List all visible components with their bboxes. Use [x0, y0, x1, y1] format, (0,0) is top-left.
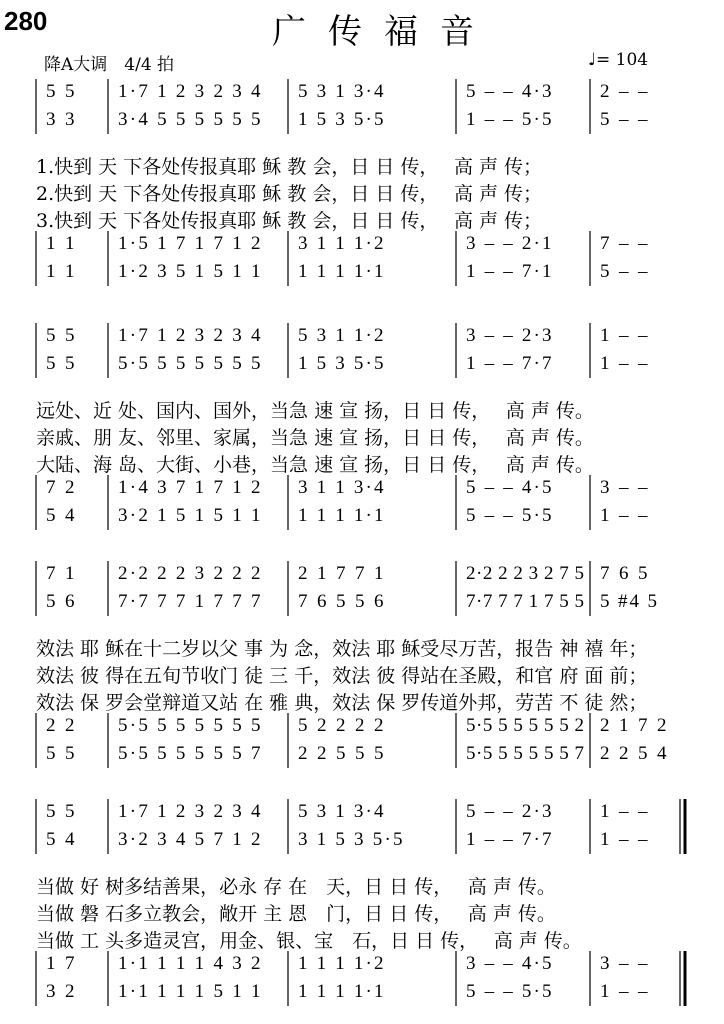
- hymn-number: 280: [4, 6, 48, 36]
- measure-notes: 1 – – 7·7: [466, 829, 552, 850]
- measure-notes: 2 2 5 5 5: [298, 743, 384, 764]
- page-title: 广传福音: [272, 12, 496, 52]
- measure-notes: 2·2 2 2 3 2 7 5: [466, 563, 584, 584]
- measure-notes: 3·2 3 4 5 7 1 2: [118, 829, 261, 850]
- measure-notes: 1·1 1 1 1 4 3 2: [118, 953, 261, 974]
- measure-notes: 3 3: [46, 109, 75, 130]
- measure-notes: 1·4 3 7 1 7 1 2: [118, 477, 261, 498]
- measure-notes: 1 1: [46, 233, 75, 254]
- measure-notes: 1 – –: [600, 801, 648, 822]
- measure-notes: 7 – –: [600, 233, 648, 254]
- lyric-line: 1.快到 天 下各处传报真耶 稣 教 会，日 日 传， 高 声 传；: [36, 156, 543, 178]
- measure-notes: 1·7 1 2 3 2 3 4: [118, 81, 261, 102]
- lyric-line: 当做 工 头多造灵宫，用金、银、宝 石，日 日 传， 高 声 传。: [36, 930, 582, 952]
- measure-notes: 3 1 5 3 5·5: [298, 829, 403, 850]
- measure-notes: 3·2 1 5 1 5 1 1: [118, 505, 261, 526]
- measure-notes: 7 1: [46, 563, 75, 584]
- measure-notes: 7 6 5 5 6: [298, 591, 384, 612]
- measure-notes: 5 4: [46, 505, 75, 526]
- measure-notes: 5 – – 5·5: [466, 505, 552, 526]
- lyric-line: 当做 好 树多结善果，必永 存 在 天，日 日 传， 高 声 传。: [36, 876, 556, 898]
- measure-notes: 1·1 1 1 1 5 1 1: [118, 981, 261, 1002]
- lyric-line: 大陆、海 岛、大街、小巷，当急 速 宣 扬，日 日 传， 高 声 传。: [36, 454, 594, 476]
- measure-notes: 3 – – 2·3: [466, 325, 552, 346]
- measure-notes: 7 6 5: [600, 563, 648, 584]
- measure-notes: 5 – –: [600, 261, 648, 282]
- measure-notes: 5 5: [46, 353, 75, 374]
- measure-notes: 3 – –: [600, 953, 648, 974]
- measure-notes: 5 3 1 3·4: [298, 801, 384, 822]
- measure-notes: 1 – –: [600, 829, 648, 850]
- measure-notes: 3 – –: [600, 477, 648, 498]
- measure-notes: 1 – – 5·5: [466, 109, 552, 130]
- measure-notes: 5 3 1 1·2: [298, 325, 384, 346]
- measure-notes: 1 1: [46, 261, 75, 282]
- measure-notes: 5 6: [46, 591, 75, 612]
- measure-notes: 1 – –: [600, 325, 648, 346]
- measure-notes: 5·5 5 5 5 5 5 2: [466, 715, 584, 736]
- measure-notes: 1 1 1 1·2: [298, 953, 384, 974]
- lyric-line: 远处、近 处、国内、国外，当急 速 宣 扬，日 日 传， 高 声 传。: [36, 400, 594, 422]
- measure-notes: 1 – – 7·1: [466, 261, 552, 282]
- measure-notes: 3 1 1 3·4: [298, 477, 384, 498]
- measure-notes: 3 1 1 1·2: [298, 233, 384, 254]
- measure-notes: 5 – –: [600, 109, 648, 130]
- measure-notes: 2 2: [46, 715, 75, 736]
- lyric-line: 3.快到 天 下各处传报真耶 稣 教 会，日 日 传， 高 声 传；: [36, 210, 543, 232]
- lyric-line: 效法 耶 稣在十二岁以父 事 为 念，效法 耶 稣受尽万苦，报告 神 禧 年；: [36, 638, 648, 660]
- measure-notes: 1 1 1 1·1: [298, 261, 384, 282]
- measure-notes: 1 1 1 1·1: [298, 505, 384, 526]
- tempo-marking: ♩= 104: [588, 50, 649, 70]
- measure-notes: 1·7 1 2 3 2 3 4: [118, 801, 261, 822]
- measure-notes: 3 – – 4·5: [466, 953, 552, 974]
- measure-notes: 1 – –: [600, 505, 648, 526]
- measure-notes: 1·5 1 7 1 7 1 2: [118, 233, 261, 254]
- measure-notes: 1 5 3 5·5: [298, 353, 384, 374]
- measure-notes: 5 – – 2·3: [466, 801, 552, 822]
- measure-notes: 5 5: [46, 743, 75, 764]
- lyric-line: 当做 磐 石多立教会，敞开 主 恩 门，日 日 传， 高 声 传。: [36, 903, 556, 925]
- measure-notes: 7·7 7 7 1 7 5 5: [466, 591, 584, 612]
- measure-notes: 3·4 5 5 5 5 5 5: [118, 109, 261, 130]
- measure-notes: 1 – –: [600, 353, 648, 374]
- measure-notes: 5 – – 4·5: [466, 477, 552, 498]
- measure-notes: 5 5: [46, 81, 75, 102]
- measure-notes: 5·5 5 5 5 5 5 5: [118, 353, 261, 374]
- measure-notes: 1 – –: [600, 981, 648, 1002]
- lyric-line: 亲戚、朋 友、邻里、家属，当急 速 宣 扬，日 日 传， 高 声 传。: [36, 427, 594, 449]
- measure-notes: 1 – – 7·7: [466, 353, 552, 374]
- measure-notes: 1·2 3 5 1 5 1 1: [118, 261, 261, 282]
- measure-notes: 7 2: [46, 477, 75, 498]
- measure-notes: 2·2 2 2 3 2 2 2: [118, 563, 261, 584]
- measure-notes: 5 5: [46, 801, 75, 822]
- measure-notes: 5 #4 5: [600, 591, 657, 612]
- measure-notes: 7·7 7 7 1 7 7 7: [118, 591, 261, 612]
- key-meter: 降A大调 4/4 拍: [44, 55, 175, 75]
- measure-notes: 1 1 1 1·1: [298, 981, 384, 1002]
- measure-notes: 5 4: [46, 829, 75, 850]
- measure-notes: 2 – –: [600, 81, 648, 102]
- measure-notes: 3 – – 2·1: [466, 233, 552, 254]
- measure-notes: 5 – – 4·3: [466, 81, 552, 102]
- measure-notes: 5 – – 5·5: [466, 981, 552, 1002]
- measure-notes: 1·7 1 2 3 2 3 4: [118, 325, 261, 346]
- lyric-line: 效法 保 罗会堂辩道又站 在 雅 典，效法 保 罗传道外邦，劳苦 不 徒 然；: [36, 692, 648, 714]
- measure-notes: 1 7: [46, 953, 75, 974]
- measure-notes: 2 1 7 7 1: [298, 563, 384, 584]
- measure-notes: 5·5 5 5 5 5 5 5: [118, 715, 261, 736]
- lyric-line: 2.快到 天 下各处传报真耶 稣 教 会，日 日 传， 高 声 传；: [36, 183, 543, 205]
- measure-notes: 5 2 2 2 2: [298, 715, 384, 736]
- measure-notes: 5 3 1 3·4: [298, 81, 384, 102]
- measure-notes: 3 2: [46, 981, 75, 1002]
- measure-notes: 5·5 5 5 5 5 5 7: [118, 743, 261, 764]
- measure-notes: 5·5 5 5 5 5 5 7: [466, 743, 584, 764]
- measure-notes: 2 2 5 4: [600, 743, 667, 764]
- measure-notes: 5 5: [46, 325, 75, 346]
- measure-notes: 2 1 7 2: [600, 715, 667, 736]
- measure-notes: 1 5 3 5·5: [298, 109, 384, 130]
- lyric-line: 效法 彼 得在五旬节收门 徒 三 千，效法 彼 得站在圣殿，和官 府 面 前；: [36, 665, 648, 687]
